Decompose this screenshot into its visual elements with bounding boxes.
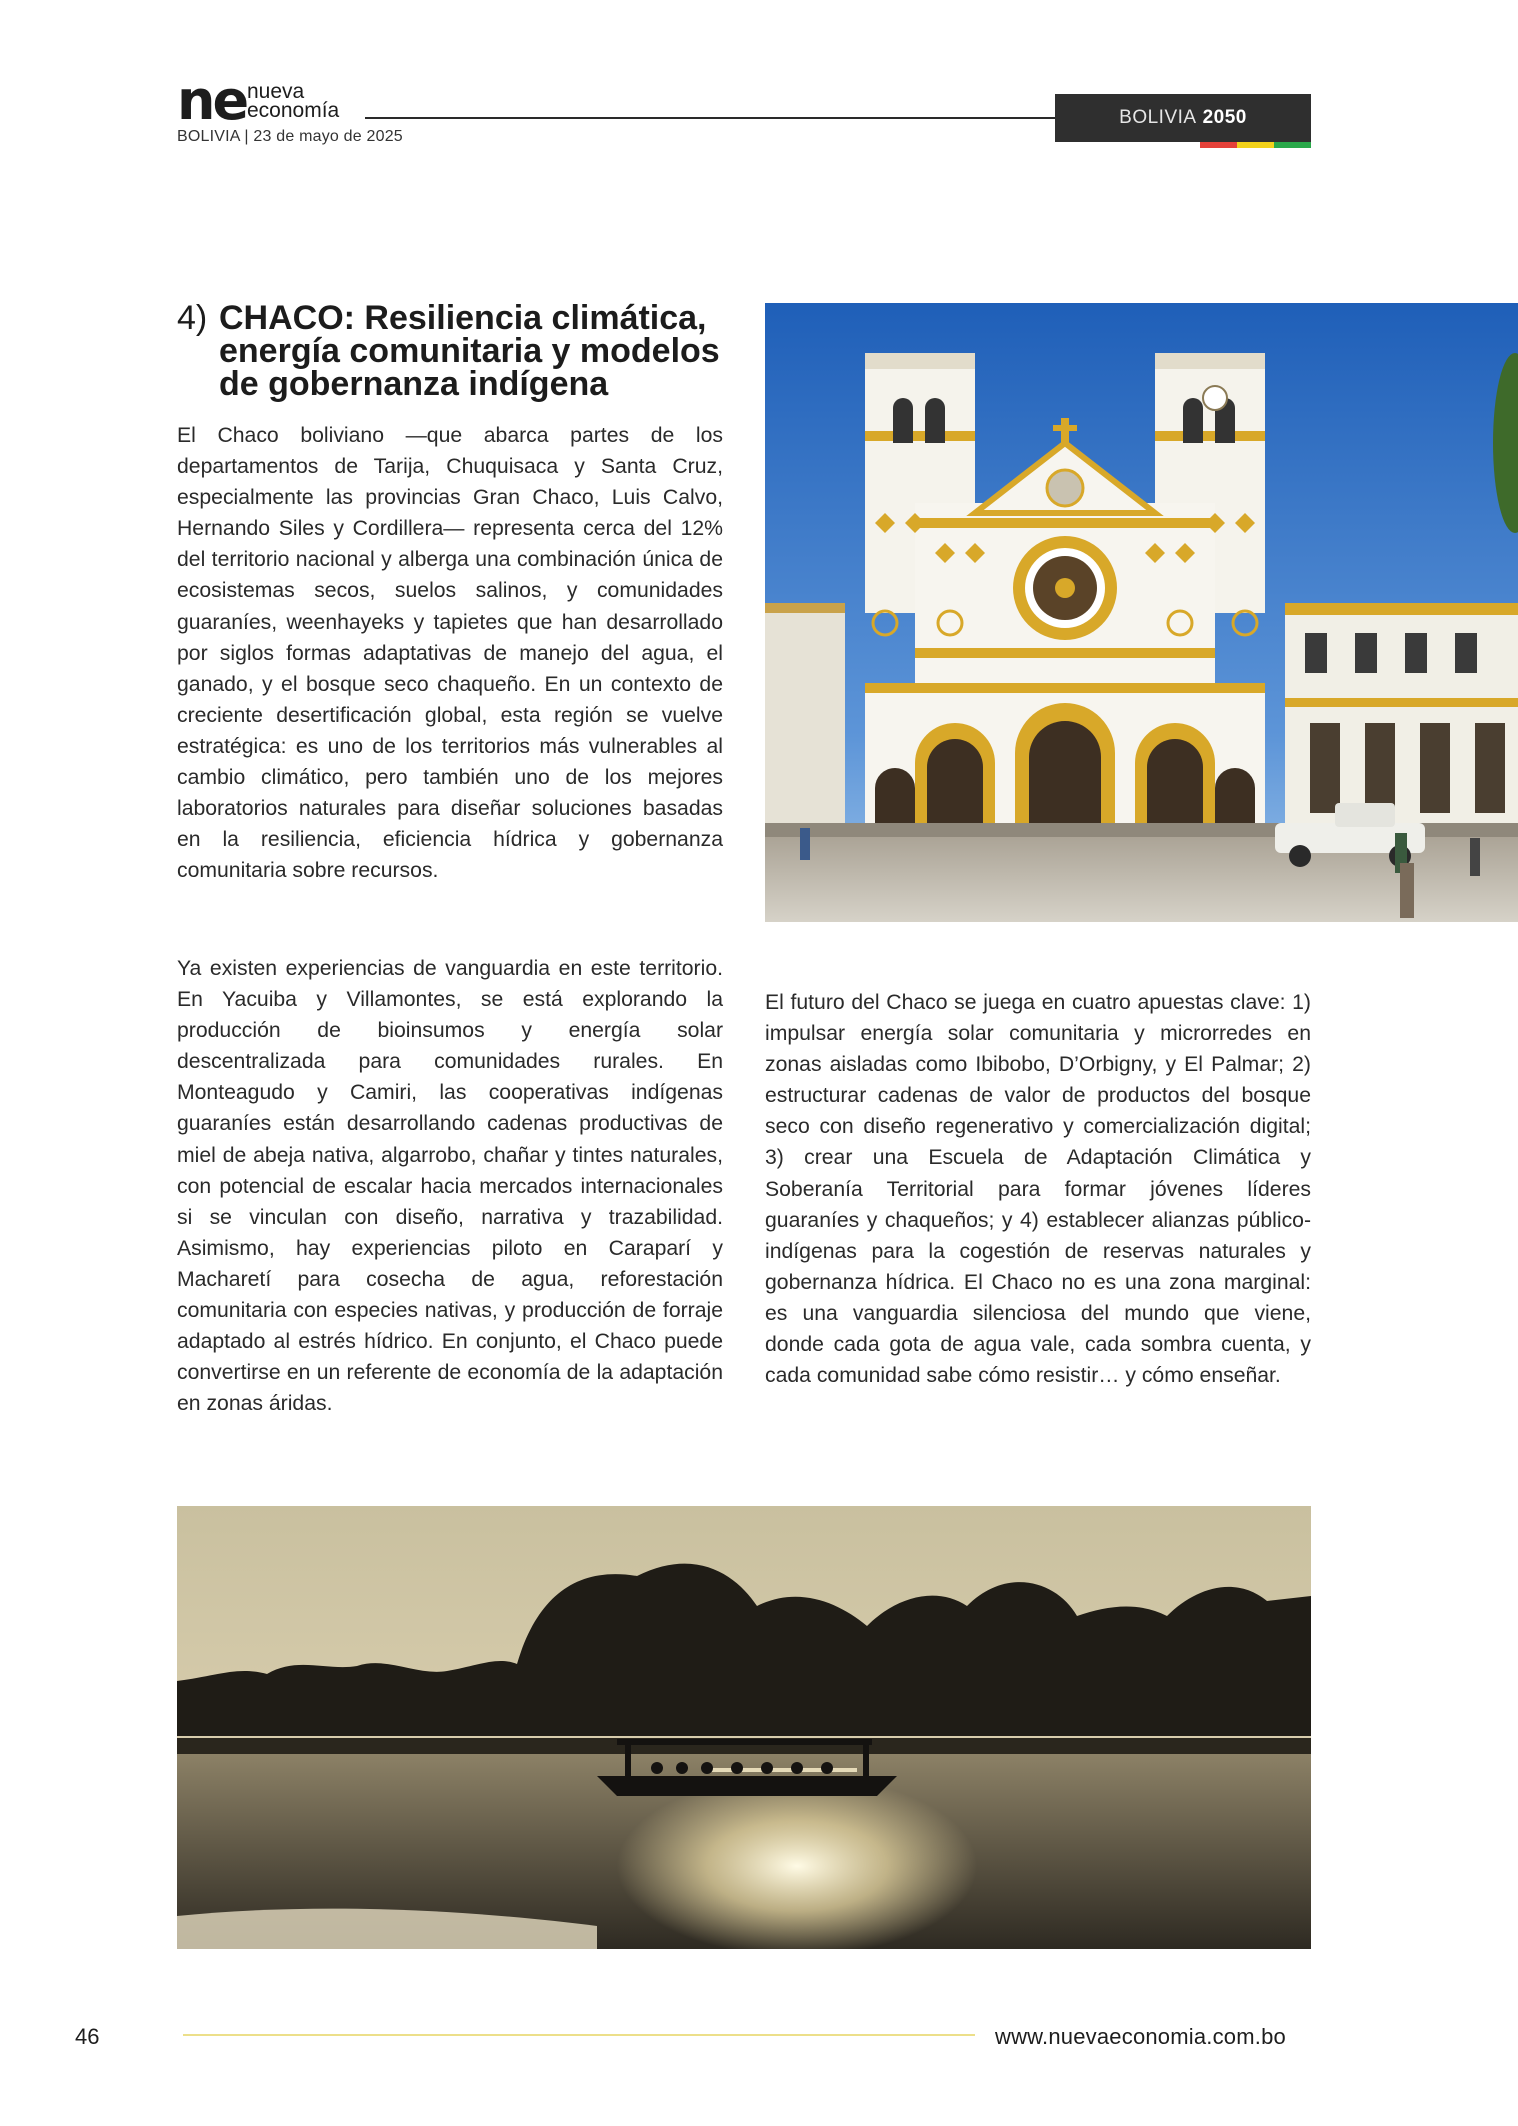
section-brand-badge <box>1055 94 1311 142</box>
page-number: 46 <box>75 2024 100 2049</box>
cathedral-photo <box>765 303 1518 922</box>
header-divider <box>365 117 1055 119</box>
website-link[interactable]: www.nuevaeconomia.com.bo <box>995 2024 1286 2049</box>
river-boat-photo <box>177 1506 1311 1949</box>
issue-date: BOLIVIA | 23 de mayo de 2025 <box>177 128 403 145</box>
logo-word-nueva: nueva <box>247 80 305 103</box>
flag-red <box>1200 142 1237 148</box>
footer-divider <box>183 2034 975 2036</box>
logo-word-economia: economía <box>247 99 340 122</box>
publication-logo <box>177 69 377 132</box>
paragraph-intro: El Chaco boliviano —que abarca partes de los departamentos de Tarija, Chuquisaca y Santa Cruz, especialmente las provincias Gran Chaco, Luis Calvo, Hernando Siles y Cordillera— representa cerca del 12% del territorio nacional y alberga una combinación única de ecosistemas secos, suelos salinos, y comunidades guaraníes, weenhayeks y tapietes que han desarrollado por siglos formas adaptativas de manejo del agua, el ganado, y el bosque seco chaqueño. En un contexto de creciente desertificación global, esta región se vuelve estratégica: es uno de los territorios más vulnerables al cambio climático, pero también uno de los mejores laboratorios naturales para diseñar soluciones basadas en la resiliencia, eficiencia hídrica y gobernanza comunitaria sobre recursos. <box>177 424 723 883</box>
article-title: CHACO: Resiliencia climática, energía comunitaria y modelos de gobernanza indígena <box>219 299 720 403</box>
logo-wordmark <box>247 82 339 120</box>
brand-prefix: BOLIVIA <box>1119 107 1197 128</box>
bolivia-flag-stripe <box>1200 142 1311 148</box>
flag-green <box>1274 142 1311 148</box>
brand-year: 2050 <box>1202 107 1247 128</box>
section-number: 4) <box>177 299 208 337</box>
logo-mark: ne <box>177 69 247 132</box>
flag-yellow <box>1237 142 1274 148</box>
paragraph-future: El futuro del Chaco se juega en cuatro apuestas clave: 1) impulsar energía solar comunitaria y microrredes en zonas aisladas como Ibibobo, D’Orbigny, y El Palmar; 2) estructurar cadenas de valor de productos del bosque seco con diseño regenerativo y comercialización digital; 3) crear una Escuela de Adaptación Climática y Soberanía Territorial para formar jóvenes líderes guaraníes y chaqueños; y 4) establecer alianzas público-indígenas para la cogestión de reservas naturales y gobernanza hídrica. El Chaco no es una zona marginal: es una vanguardia silenciosa del mundo que viene, donde cada gota de agua vale, cada sombra cuenta, y cada comunidad sabe cómo resistir… y cómo enseñar. <box>765 991 1311 1388</box>
paragraph-experiences: Ya existen experiencias de vanguardia en este territorio. En Yacuiba y Villamontes, se está explorando la producción de bioinsumos y energía solar descentralizada para comunidades rurales. En Monteagudo y Camiri, las cooperativas indígenas guaraníes están desarrollando cadenas productivas de miel de abeja nativa, algarrobo, chañar y tintes naturales, con potencial de escalar hacia mercados internacionales si se vinculan con diseño, narrativa y trazabilidad. Asimismo, hay experiencias piloto en Caraparí y Macharetí para cosecha de agua, reforestación comunitaria con especies nativas, y producción de forraje adaptado al estrés hídrico. En conjunto, el Chaco puede convertirse en un referente de economía de la adaptación en zonas áridas. <box>177 957 723 1416</box>
